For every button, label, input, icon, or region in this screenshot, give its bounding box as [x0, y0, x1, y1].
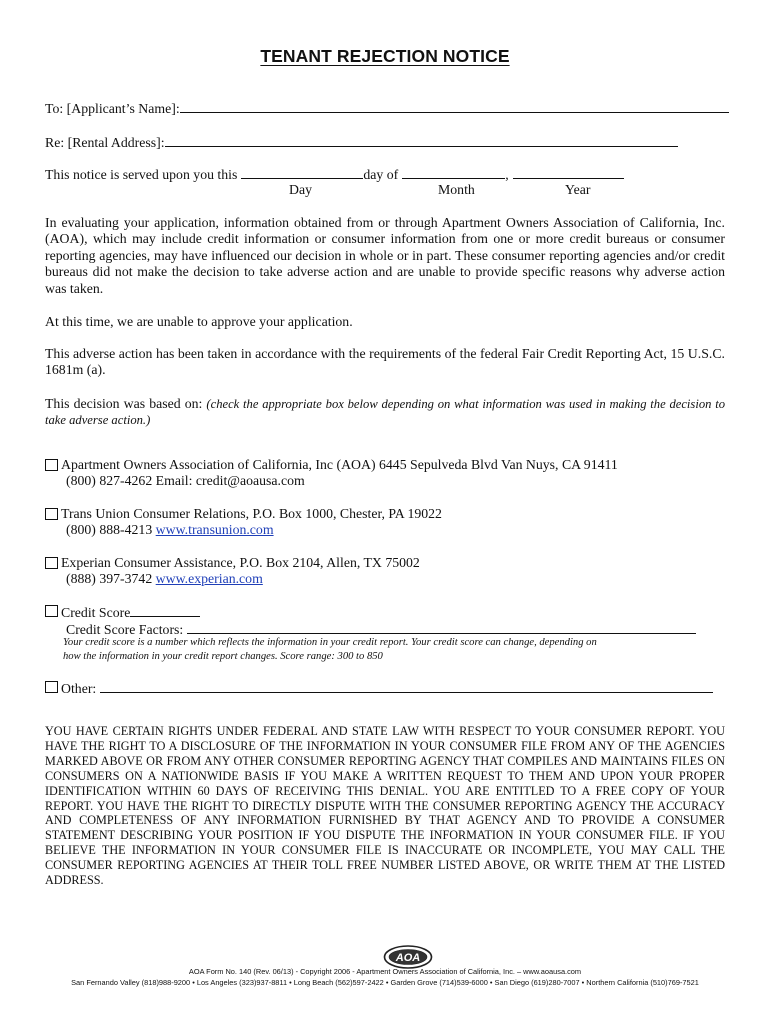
credit-score-label: Credit Score [61, 605, 131, 620]
month-blank[interactable] [402, 166, 505, 179]
fcra-paragraph: This adverse action has been taken in accordance with the requirements of the federal Fair Credit Reporting Act, 15 U.S.C. 1681m (a). [45, 346, 725, 378]
rental-address-blank[interactable] [165, 134, 678, 147]
decision-basis-instructions: (check the appropriate box below depending on what information was used in making the decision to take adverse action.) [45, 397, 725, 428]
experian-address: Experian Consumer Assistance, P.O. Box 2104, Allen, TX 75002 [61, 555, 420, 570]
evaluation-paragraph: In evaluating your application, information obtained from or through Apartment Owners Association of California, Inc. (AOA), which may include credit information or consumer information from one or more credit bureaus or consumer reporting agencies, may have influenced our decision in whole or in part. These consumer reporting agencies and/or credit bureaus did not make the decision to take adverse action and are unable to provide specific reasons why adverse action was taken. [45, 215, 725, 296]
applicant-name-row [45, 100, 729, 117]
option-transunion [45, 506, 735, 539]
rental-address-label: Re: [Rental Address]: [45, 135, 165, 150]
year-blank[interactable] [513, 166, 624, 179]
applicant-name-blank[interactable] [180, 100, 729, 113]
transunion-checkbox[interactable] [45, 508, 58, 520]
credit-score-checkbox[interactable] [45, 605, 58, 617]
option-aoa [45, 457, 735, 490]
aoa-address: Apartment Owners Association of California, Inc (AOA) 6445 Sepulveda Blvd Van Nuys, CA 91411 [61, 457, 618, 472]
experian-phone: (888) 397-3742 [66, 571, 153, 587]
aoa-checkbox[interactable] [45, 459, 58, 471]
experian-checkbox[interactable] [45, 557, 58, 569]
other-checkbox[interactable] [45, 681, 58, 693]
credit-score-note-line1: Your credit score is a number which reflects the information in your credit report. Your credit score can change, depending on [63, 637, 597, 648]
applicant-name-label: To: [Applicant’s Name]: [45, 101, 180, 116]
credit-score-factors-label: Credit Score Factors: [66, 622, 184, 638]
option-other [45, 680, 735, 697]
year-caption: Year [565, 182, 591, 197]
footer-copyright: AOA Form No. 140 (Rev. 06/13) - Copyright 2006 - Apartment Owners Association of California, Inc. – www.aoausa.com [188, 967, 582, 976]
page-title: TENANT REJECTION NOTICE [260, 46, 510, 66]
option-credit-score [45, 604, 735, 639]
consumer-rights-statement: YOU HAVE CERTAIN RIGHTS UNDER FEDERAL AND STATE LAW WITH RESPECT TO YOUR CONSUMER REPORT. YOU HAVE THE RIGHT TO A DISCLOSURE OF THE INFORMATION IN YOUR CONSUMER FILE FROM ANY OF THE AGENCIES MARKED ABOVE OR FROM ANY OTHER CONSUMER REPORTING AGENCY THAT COMPILES AND MAINTAINS FILES ON CONSUMERS ON A NATIONWIDE BASIS IF YOU MAKE A WRITTEN REQUEST TO THEM AND UPON YOUR PROPER IDENTIFICATION WITHIN 60 DAYS OF RECEIVING THIS DENIAL. YOU ARE ENTITLED TO A FREE COPY OF YOUR REPORT. YOU HAVE THE RIGHT TO DIRECTLY DISPUTE WITH THE CONSUMER REPORTING AGENCY THE ACCURACY AND COMPLETENESS OF ANY INFORMATION FURNISHED BY THAT AGENCY AND TO PROVIDE A CONSUMER STATEMENT DESCRIBING YOUR POSITION IF YOU DISPUTE THE INFORMATION IN YOUR CONSUMER FILE. IF YOU BELIEVE THE INFORMATION IN YOUR CONSUMER FILE IS INACCURATE OR INCOMPLETE, YOU MAY CALL THE CONSUMER REPORTING AGENCIES AT THEIR TOLL FREE NUMBER LISTED ABOVE, OR WRITE THEM AT THE LISTED ADDRESS. [45, 724, 725, 888]
credit-score-factors-blank[interactable] [187, 621, 696, 634]
served-date-row [45, 166, 624, 183]
option-experian [45, 555, 735, 588]
unable-to-approve-paragraph: At this time, we are unable to approve your application. [45, 314, 353, 329]
day-blank[interactable] [241, 166, 363, 179]
transunion-phone: (800) 888-4213 [66, 522, 153, 538]
logo-text: AOA [395, 952, 421, 964]
rental-address-row [45, 134, 678, 151]
served-label: This notice is served upon you this [45, 167, 238, 182]
day-of-label: day of [363, 167, 399, 182]
date-comma: , [505, 167, 509, 182]
aoa-contact: (800) 827-4262 Email: credit@aoausa.com [66, 473, 305, 489]
footer-offices: San Fernando Valley (818)988-9200 • Los Angeles (323)937-8811 • Long Beach (562)597-2422 • Garden Grove (714)539-6000 • San Diego (619)280-7007 • Northern California (510)769-7521 [71, 978, 699, 987]
other-blank[interactable] [100, 680, 713, 693]
decision-basis-paragraph [45, 396, 725, 429]
day-caption: Day [289, 182, 312, 197]
month-caption: Month [438, 182, 475, 197]
transunion-link[interactable]: www.transunion.com [155, 522, 274, 538]
credit-score-note-line2: how the information in your credit report changes. Score range: 300 to 850 [63, 651, 383, 662]
decision-basis-lead: This decision was based on: [45, 396, 203, 411]
transunion-address: Trans Union Consumer Relations, P.O. Box 1000, Chester, PA 19022 [61, 506, 442, 521]
other-label: Other: [61, 681, 97, 696]
experian-link[interactable]: www.experian.com [155, 571, 263, 587]
credit-score-blank[interactable] [130, 604, 200, 617]
